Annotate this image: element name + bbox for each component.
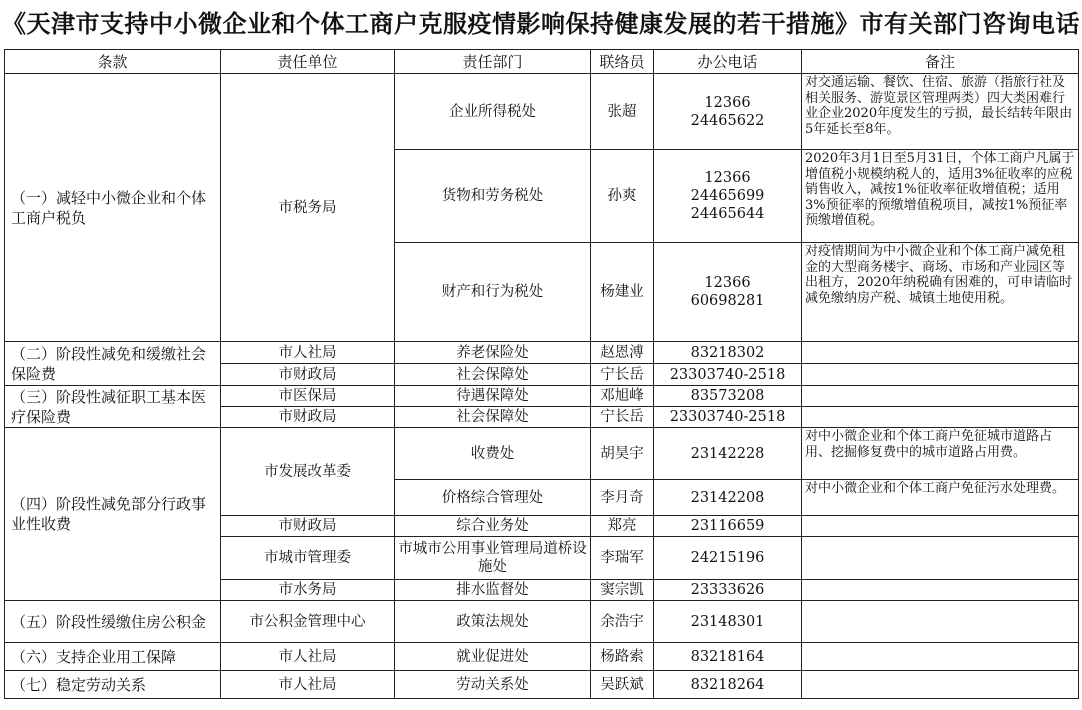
unit-cell: 市水务局 bbox=[221, 580, 395, 601]
dept-cell: 社会保障处 bbox=[395, 407, 591, 428]
phone-cell: 83573208 bbox=[654, 386, 802, 407]
dept-cell: 养老保险处 bbox=[395, 342, 591, 364]
dept-cell: 企业所得税处 bbox=[395, 74, 591, 150]
phone-cell: 12366 60698281 bbox=[654, 243, 802, 342]
header-unit: 责任单位 bbox=[221, 50, 395, 74]
phone-cell: 23116659 bbox=[654, 516, 802, 537]
phone-cell: 24215196 bbox=[654, 537, 802, 580]
phone-cell: 23333626 bbox=[654, 580, 802, 601]
table-row bbox=[5, 342, 1079, 364]
contact-cell: 赵恩溥 bbox=[591, 342, 654, 364]
clause-cell: （五）阶段性缓缴住房公积金 bbox=[5, 601, 221, 643]
clause-cell: （三）阶段性减征职工基本医疗保险费 bbox=[5, 386, 221, 428]
contact-cell: 窦宗凯 bbox=[591, 580, 654, 601]
phone-cell: 12366 24465699 24465644 bbox=[654, 150, 802, 243]
header-clause: 条款 bbox=[5, 50, 221, 74]
phone-cell: 23142208 bbox=[654, 480, 802, 516]
note-cell bbox=[802, 537, 1079, 580]
contact-cell: 李瑞军 bbox=[591, 537, 654, 580]
header-note: 备注 bbox=[802, 50, 1079, 74]
note-cell: 2020年3月1日至5月31日，个体工商户凡属于增值税小规模纳税人的，适用3%征收率的应税销售收入，减按1%征收率征收增值税；适用3%预征率的预缴增值税项目，减按1%预征率预缴增值税。 bbox=[802, 150, 1079, 243]
dept-cell: 市城市公用事业管理局道桥设施处 bbox=[395, 537, 591, 580]
dept-cell: 社会保障处 bbox=[395, 364, 591, 386]
table-row bbox=[5, 428, 1079, 480]
dept-cell: 综合业务处 bbox=[395, 516, 591, 537]
note-cell bbox=[802, 386, 1079, 407]
phone-cell: 23303740-2518 bbox=[654, 407, 802, 428]
dept-cell: 就业促进处 bbox=[395, 643, 591, 671]
table-row bbox=[5, 643, 1079, 671]
dept-cell: 排水监督处 bbox=[395, 580, 591, 601]
note-cell bbox=[802, 364, 1079, 386]
note-cell bbox=[802, 671, 1079, 699]
note-cell: 对中小微企业和个体工商户免征污水处理费。 bbox=[802, 480, 1079, 516]
phone-cell: 12366 24465622 bbox=[654, 74, 802, 150]
unit-cell: 市城市管理委 bbox=[221, 537, 395, 580]
note-cell bbox=[802, 601, 1079, 643]
unit-cell: 市财政局 bbox=[221, 516, 395, 537]
dept-cell: 价格综合管理处 bbox=[395, 480, 591, 516]
contact-cell: 李月奇 bbox=[591, 480, 654, 516]
contact-cell: 余浩宇 bbox=[591, 601, 654, 643]
phone-cell: 83218264 bbox=[654, 671, 802, 699]
unit-cell: 市人社局 bbox=[221, 643, 395, 671]
dept-cell: 货物和劳务税处 bbox=[395, 150, 591, 243]
phone-cell: 83218164 bbox=[654, 643, 802, 671]
table-row bbox=[5, 671, 1079, 699]
header-row bbox=[5, 50, 1079, 74]
unit-cell: 市税务局 bbox=[221, 74, 395, 342]
contact-cell: 杨路索 bbox=[591, 643, 654, 671]
phone-cell: 23303740-2518 bbox=[654, 364, 802, 386]
clause-cell: （七）稳定劳动关系 bbox=[5, 671, 221, 699]
contact-table bbox=[4, 49, 1079, 699]
contact-cell: 吴跃斌 bbox=[591, 671, 654, 699]
contact-cell: 邓旭峰 bbox=[591, 386, 654, 407]
unit-cell: 市财政局 bbox=[221, 407, 395, 428]
unit-cell: 市医保局 bbox=[221, 386, 395, 407]
document-title: 《天津市支持中小微企业和个体工商户克服疫情影响保持健康发展的若干措施》市有关部门咨询电话 bbox=[2, 10, 1080, 38]
clause-cell: （一）减轻中小微企业和个体工商户税负 bbox=[5, 74, 221, 342]
header-phone: 办公电话 bbox=[654, 50, 802, 74]
unit-cell: 市公积金管理中心 bbox=[221, 601, 395, 643]
note-cell: 对疫情期间为中小微企业和个体工商户减免租金的大型商务楼宇、商场、市场和产业园区等出租方，2020年纳税确有困难的，可申请临时减免缴纳房产税、城镇土地使用税。 bbox=[802, 243, 1079, 342]
note-cell bbox=[802, 407, 1079, 428]
contact-cell: 孙爽 bbox=[591, 150, 654, 243]
dept-cell: 收费处 bbox=[395, 428, 591, 480]
table-row bbox=[5, 601, 1079, 643]
clause-cell: （四）阶段性减免部分行政事业性收费 bbox=[5, 428, 221, 601]
clause-cell: （二）阶段性减免和缓缴社会保险费 bbox=[5, 342, 221, 386]
note-cell: 对中小微企业和个体工商户免征城市道路占用、挖掘修复费中的城市道路占用费。 bbox=[802, 428, 1079, 480]
unit-cell: 市人社局 bbox=[221, 671, 395, 699]
contact-cell: 郑亮 bbox=[591, 516, 654, 537]
note-cell bbox=[802, 516, 1079, 537]
table-row bbox=[5, 386, 1079, 407]
note-cell bbox=[802, 342, 1079, 364]
dept-cell: 待遇保障处 bbox=[395, 386, 591, 407]
header-department: 责任部门 bbox=[395, 50, 591, 74]
clause-cell: （六）支持企业用工保障 bbox=[5, 643, 221, 671]
dept-cell: 劳动关系处 bbox=[395, 671, 591, 699]
phone-cell: 23148301 bbox=[654, 601, 802, 643]
note-cell: 对交通运输、餐饮、住宿、旅游（指旅行社及相关服务、游览景区管理两类）四大类困难行业企业2020年度发生的亏损，最长结转年限由5年延长至8年。 bbox=[802, 74, 1079, 150]
note-cell bbox=[802, 643, 1079, 671]
contact-cell: 宁长岳 bbox=[591, 407, 654, 428]
dept-cell: 财产和行为税处 bbox=[395, 243, 591, 342]
contact-cell: 张超 bbox=[591, 74, 654, 150]
table-row bbox=[5, 74, 1079, 150]
dept-cell: 政策法规处 bbox=[395, 601, 591, 643]
phone-cell: 23142228 bbox=[654, 428, 802, 480]
phone-cell: 83218302 bbox=[654, 342, 802, 364]
contact-cell: 宁长岳 bbox=[591, 364, 654, 386]
header-contact: 联络员 bbox=[591, 50, 654, 74]
unit-cell: 市财政局 bbox=[221, 364, 395, 386]
unit-cell: 市发展改革委 bbox=[221, 428, 395, 516]
contact-cell: 胡昊宇 bbox=[591, 428, 654, 480]
unit-cell: 市人社局 bbox=[221, 342, 395, 364]
note-cell bbox=[802, 580, 1079, 601]
contact-cell: 杨建业 bbox=[591, 243, 654, 342]
